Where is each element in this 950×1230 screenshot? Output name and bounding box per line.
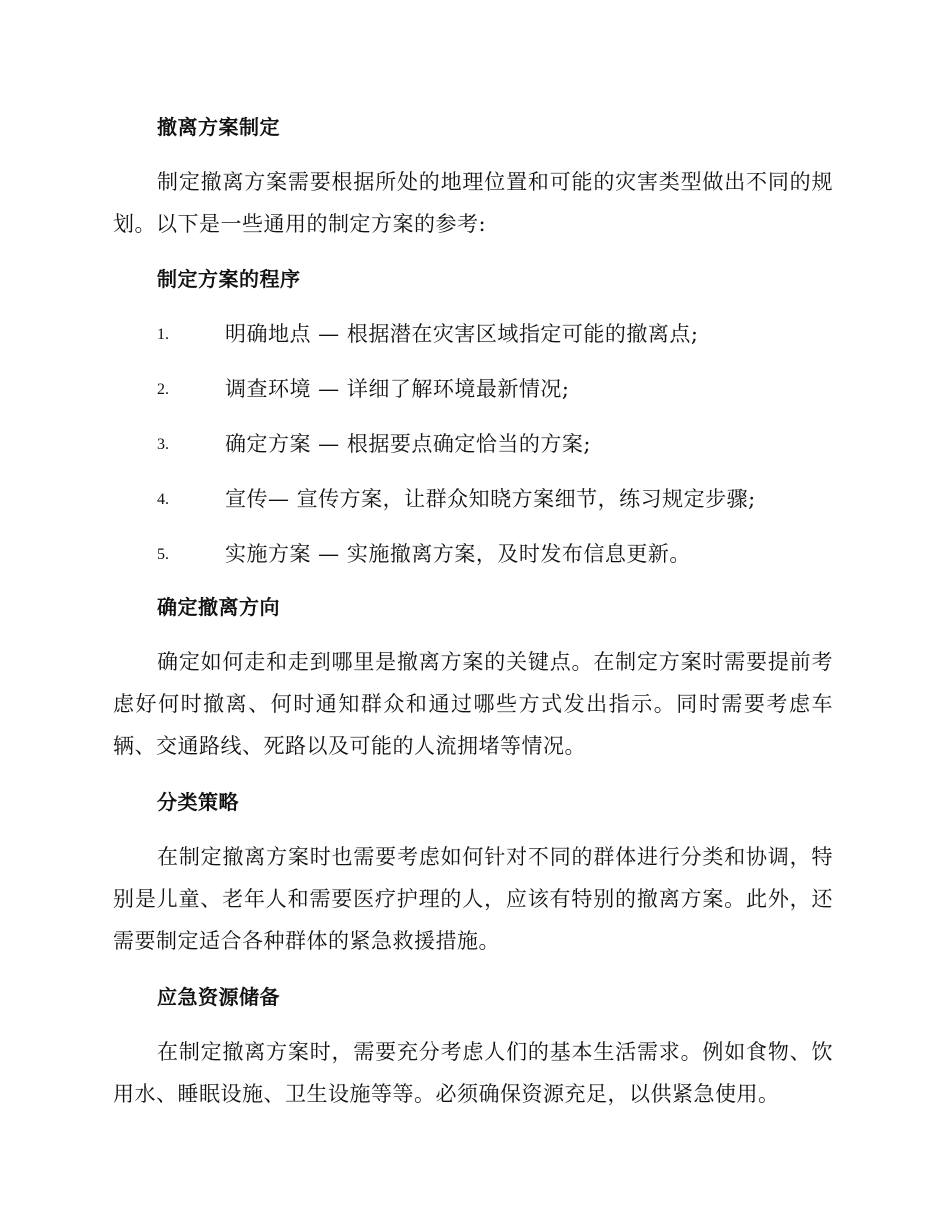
list-item-text: 调查环境 — 详细了解环境最新情况; [225,377,570,401]
list-item-text: 宣传— 宣传方案，让群众知晓方案细节，练习规定步骤; [225,487,756,511]
list-item-text: 实施方案 — 实施撤离方案，及时发布信息更新。 [225,542,691,566]
list-item-number: 3. [157,436,169,453]
section-heading-classification-strategy: 分类策略 [157,790,239,814]
section-paragraph-classification-strategy: 在制定撤离方案时也需要考虑如何针对不同的群体进行分类和协调，特别是儿童、老年人和需要医疗护理的人，应该有特别的撤离方案。此外，还需要制定适合各种群体的紧急救援措施。 [113,845,833,953]
list-item-number: 5. [157,546,169,563]
list-item-text: 明确地点 — 根据潜在灾害区域指定可能的撤离点; [225,322,699,346]
list-item-text: 确定方案 — 根据要点确定恰当的方案; [225,432,591,456]
list-item-number: 1. [157,326,169,343]
list-item-number: 4. [157,491,169,508]
section-heading-evacuation-direction: 确定撤离方向 [157,595,280,619]
section-heading-procedure: 制定方案的程序 [157,267,301,291]
section-paragraph-emergency-resources: 在制定撤离方案时，需要充分考虑人们的基本生活需求。例如食物、饮用水、睡眠设施、卫生设施等等。必须确保资源充足，以供紧急使用。 [113,1040,833,1106]
section-paragraph-evacuation-direction: 确定如何走和走到哪里是撤离方案的关键点。在制定方案时需要提前考虑好何时撤离、何时通知群众和通过哪些方式发出指示。同时需要考虑车辆、交通路线、死路以及可能的人流拥堵等情况。 [113,650,833,758]
section-heading-emergency-resources: 应急资源储备 [157,985,280,1009]
section-heading-evacuation-plan: 撤离方案制定 [157,115,280,139]
list-item-number: 2. [157,381,169,398]
section-paragraph-evacuation-plan: 制定撤离方案需要根据所处的地理位置和可能的灾害类型做出不同的规划。以下是一些通用的制定方案的参考: [113,170,833,236]
